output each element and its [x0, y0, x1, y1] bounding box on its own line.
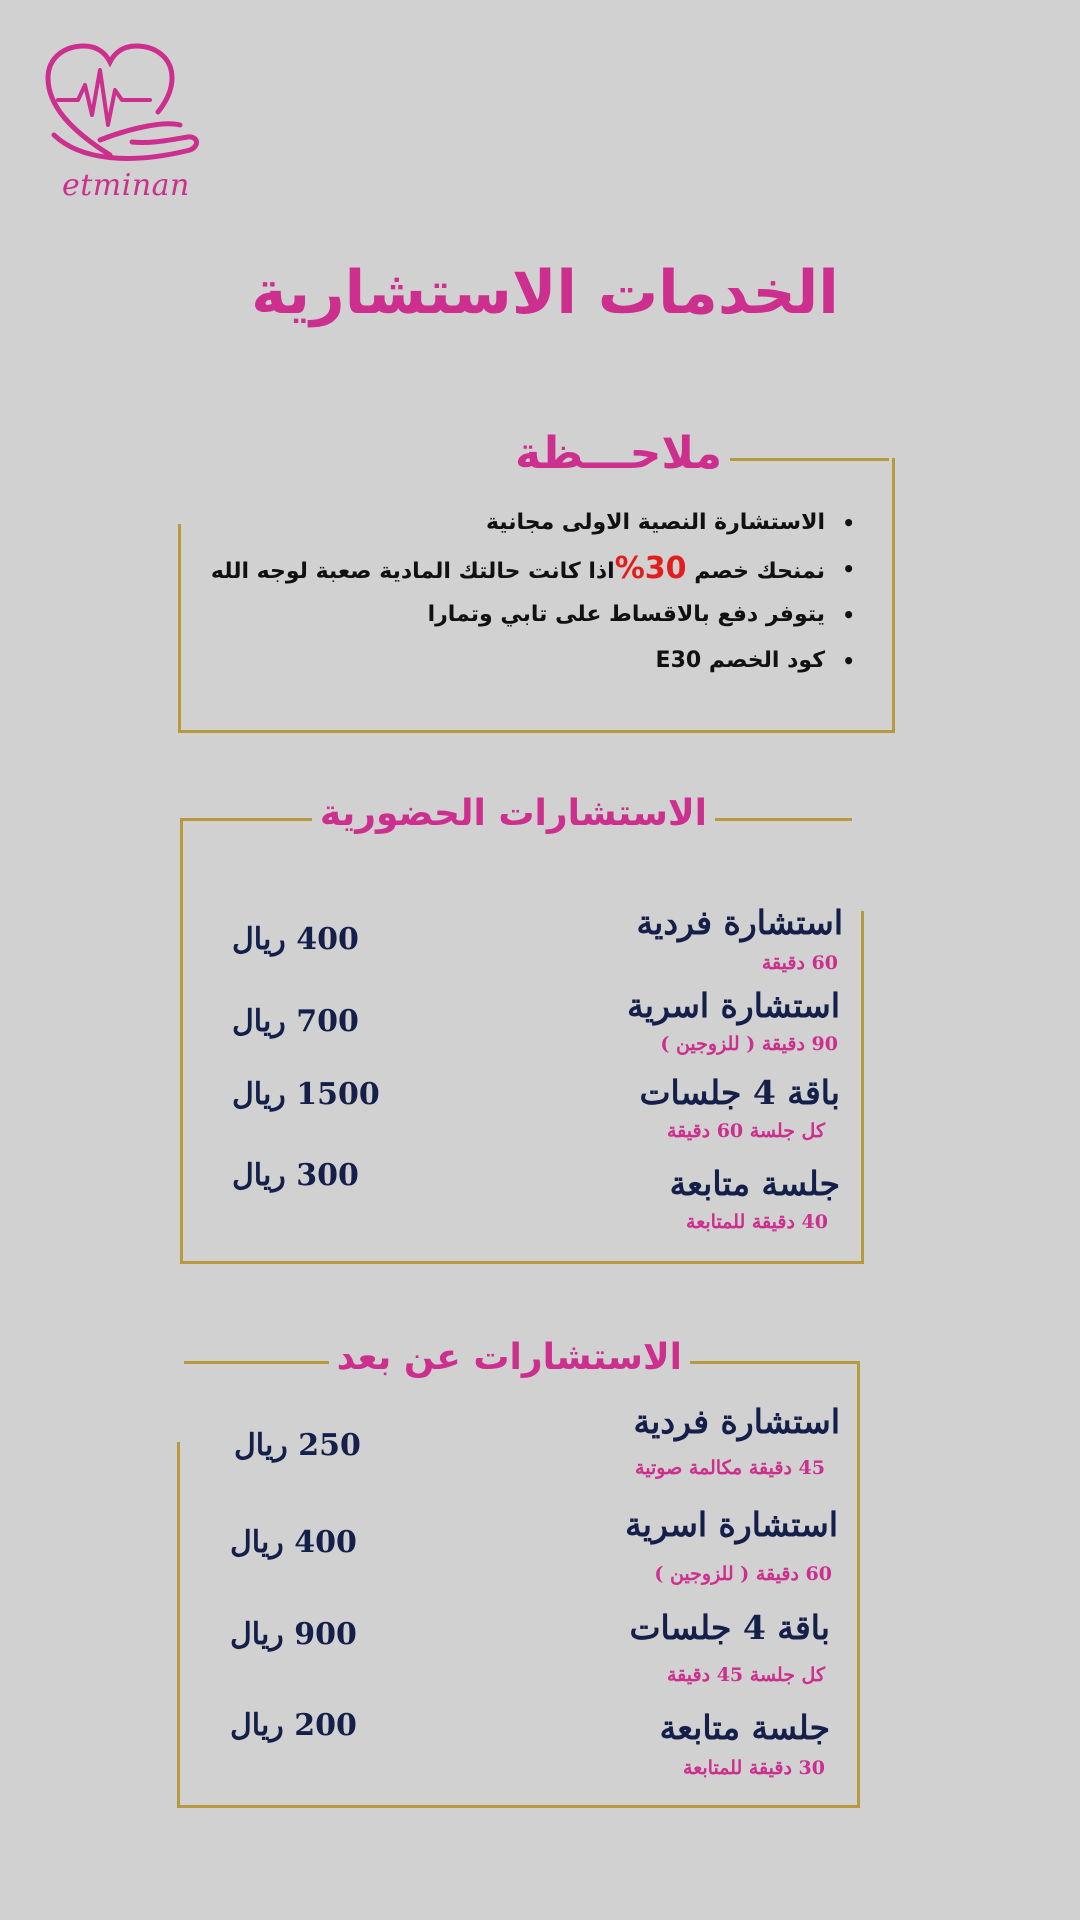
note-text: الاستشارة النصية الاولى مجانية: [485, 510, 825, 535]
bullet-icon: •: [842, 649, 855, 673]
note-list: [155, 500, 855, 684]
discount-highlight: 30%: [614, 551, 687, 586]
in-person-frame-right-gap: [852, 815, 864, 911]
service-name: استشارة اسرية: [627, 986, 840, 1025]
bullet-icon: •: [842, 511, 855, 535]
service-price: 300 ريال: [232, 1158, 359, 1193]
note-title: ملاحـــظة: [507, 428, 730, 479]
page-title: الخدمات الاستشارية: [251, 258, 839, 328]
service-price: 900 ريال: [230, 1617, 357, 1652]
bullet-icon: •: [842, 603, 855, 627]
service-price: 700 ريال: [232, 1004, 359, 1039]
service-price: 200 ريال: [230, 1708, 357, 1743]
in-person-title: الاستشارات الحضورية: [312, 793, 715, 834]
service-name: جلسة متابعة: [669, 1164, 840, 1203]
service-duration: كل جلسة 60 دقيقة: [667, 1120, 825, 1142]
note-text: اذا كانت حالتك المادية صعبة لوجه الله: [210, 559, 615, 584]
remote-frame-left-gap: [174, 1358, 184, 1442]
note-text: يتوفر دفع بالاقساط على تابي وتمارا: [427, 602, 825, 627]
service-name: باقة 4 جلسات: [629, 1608, 830, 1647]
service-duration: 60 دقيقة: [761, 952, 838, 974]
service-duration: 45 دقيقة مكالمة صوتية: [635, 1457, 825, 1479]
service-price: 1500 ريال: [232, 1077, 380, 1112]
brand-logo: [40, 40, 210, 210]
service-duration: 30 دقيقة للمتابعة: [683, 1757, 825, 1779]
service-duration: كل جلسة 45 دقيقة: [667, 1664, 825, 1686]
service-duration: 60 دقيقة ( للزوجين ): [654, 1563, 832, 1585]
service-name: استشارة فردية: [636, 903, 843, 942]
service-price: 400 ريال: [232, 922, 359, 957]
heart-hand-icon: [40, 40, 210, 170]
service-name: استشارة فردية: [633, 1402, 840, 1441]
note-text: كود الخصم E30: [655, 648, 825, 673]
note-frame-top-line: [727, 458, 889, 461]
remote-title: الاستشارات عن بعد: [329, 1337, 690, 1378]
service-price: 250 ريال: [234, 1428, 361, 1463]
service-name: استشارة اسرية: [625, 1505, 838, 1544]
service-duration: 90 دقيقة ( للزوجين ): [660, 1033, 838, 1055]
note-item: [155, 500, 855, 546]
note-item: [155, 546, 855, 592]
service-price: 400 ريال: [230, 1525, 357, 1560]
bullet-icon: •: [842, 557, 855, 581]
note-text: نمنحك خصم: [694, 559, 825, 584]
service-duration: 40 دقيقة للمتابعة: [686, 1211, 828, 1233]
note-item: [155, 592, 855, 638]
note-item: [155, 638, 855, 684]
service-name: باقة 4 جلسات: [639, 1073, 840, 1112]
brand-name: etminan: [62, 168, 190, 203]
service-name: جلسة متابعة: [659, 1708, 830, 1747]
